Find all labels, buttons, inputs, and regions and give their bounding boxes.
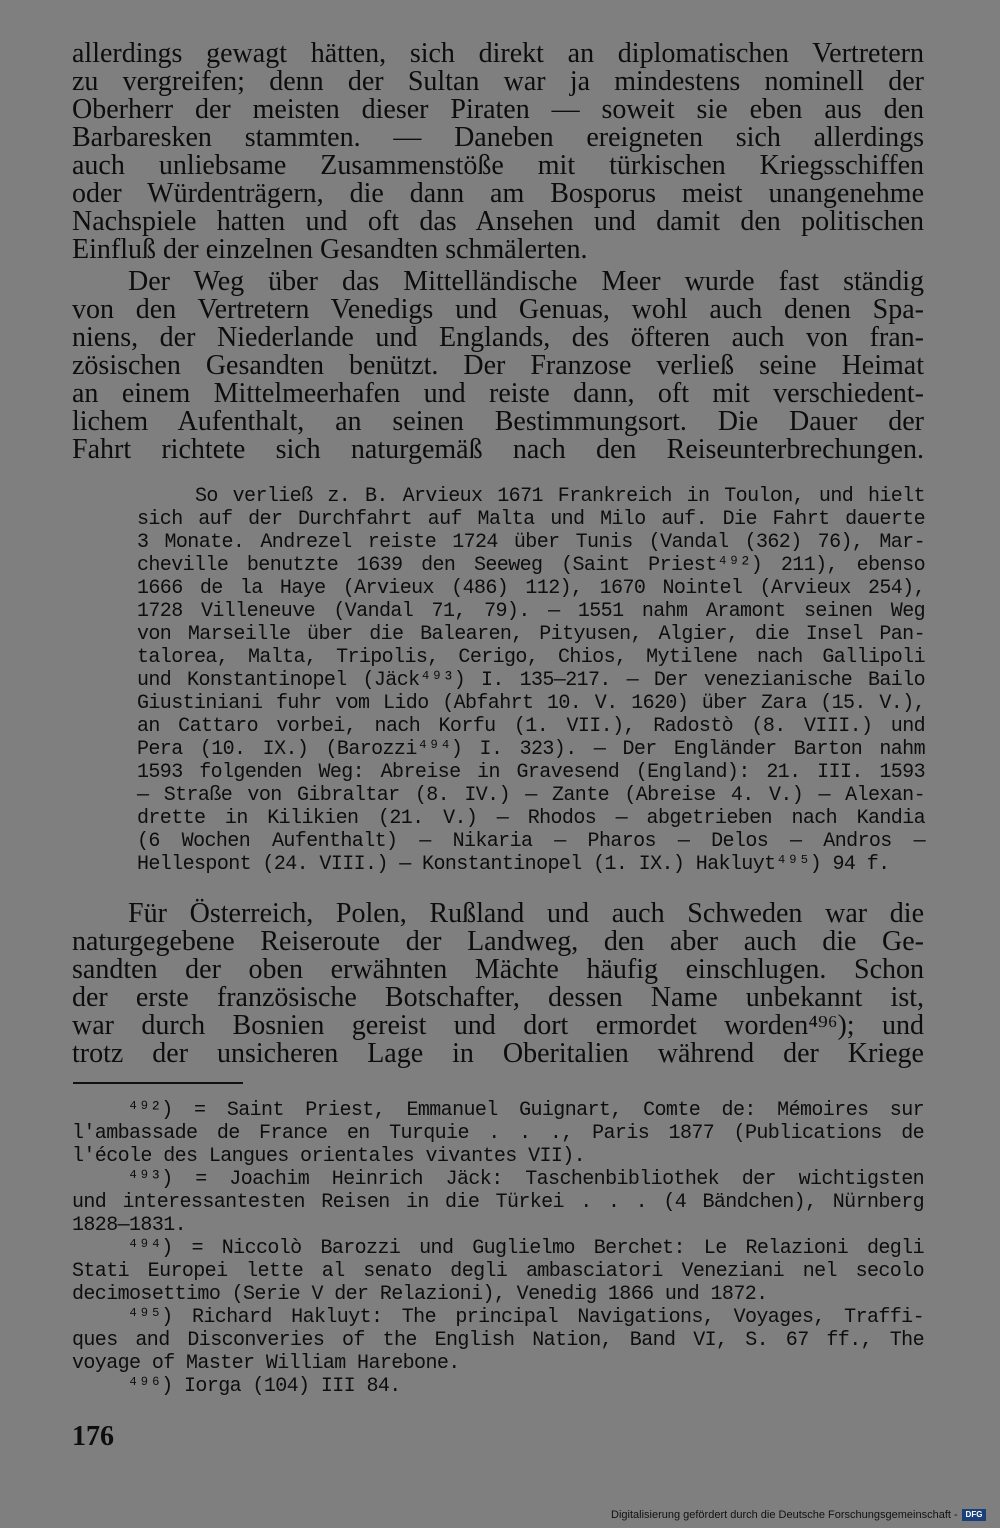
body-line: Für Österreich, Polen, Rußland und auch Schweden war die bbox=[128, 898, 924, 929]
footnote-rule bbox=[73, 1082, 243, 1084]
footnote-line: ⁴⁹⁴) = Niccolò Barozzi und Guglielmo Berchet: Le Relazioni degli bbox=[127, 1237, 924, 1260]
body-line: niens, der Niederlande und Englands, des öfteren auch von fran- bbox=[72, 322, 924, 353]
body-line: naturgegebene Reiseroute der Landweg, den aber auch die Ge- bbox=[72, 926, 924, 957]
note-line: Giustiniani fuhr vom Lido (Abfahrt 10. V. 1620) über Zara (15. V.), bbox=[137, 692, 925, 715]
footnote-line: ques and Disconveries of the English Nation, Band VI, S. 67 ff., The bbox=[72, 1329, 924, 1352]
note-line: 1728 Villeneuve (Vandal 71, 79). — 1551 nahm Aramont seinen Weg bbox=[137, 600, 925, 623]
note-line: — Straße von Gibraltar (8. IV.) — Zante (Abreise 4. V.) — Alexan- bbox=[137, 784, 925, 807]
body-line: von den Vertretern Venedigs und Genuas, wohl auch denen Spa- bbox=[72, 294, 924, 325]
digitization-credit: Digitalisierung gefördert durch die Deutsche Forschungsgemeinschaft - bbox=[611, 1509, 958, 1521]
page-number: 176 bbox=[72, 1421, 114, 1452]
note-line: So verließ z. B. Arvieux 1671 Frankreich in Toulon, und hielt bbox=[195, 485, 925, 508]
note-line: cheville benutzte 1639 den Seeweg (Saint Priest⁴⁹²) 211), ebenso bbox=[137, 554, 925, 577]
note-line: und Konstantinopel (Jäck⁴⁹³) I. 135—217. — Der venezianische Bailo bbox=[137, 669, 925, 692]
note-line: 1593 folgenden Weg: Abreise in Gravesend (England): 21. III. 1593 bbox=[137, 761, 925, 784]
body-line: zösischen Gesandten benützt. Der Franzose verließ seine Heimat bbox=[72, 350, 924, 381]
footnote-line: voyage of Master William Harebone. bbox=[72, 1352, 460, 1375]
body-line: Barbaresken stammten. — Daneben ereigneten sich allerdings bbox=[72, 122, 924, 153]
footnote-line: und interessantesten Reisen in die Türkei . . . (4 Bändchen), Nürnberg bbox=[72, 1191, 924, 1214]
note-line: an Cattaro vorbei, nach Korfu (1. VII.), Radostò (8. VIII.) und bbox=[137, 715, 925, 738]
body-line: Fahrt richtete sich naturgemäß nach den Reiseunterbrechungen. bbox=[72, 434, 924, 465]
body-line: zu vergreifen; denn der Sultan war ja mindestens nominell der bbox=[72, 66, 924, 97]
body-line: der erste französische Botschafter, dessen Name unbekannt ist, bbox=[72, 982, 924, 1013]
footnote-line: decimosettimo (Serie V der Relazioni), Venedig 1866 und 1872. bbox=[72, 1283, 768, 1306]
note-line: sich auf der Durchfahrt auf Malta und Milo auf. Die Fahrt dauerte bbox=[137, 508, 925, 531]
note-line: (6 Wochen Aufenthalt) — Nikaria — Pharos — Delos — Andros — bbox=[137, 830, 925, 853]
note-line: talorea, Malta, Tripolis, Cerigo, Chios, Mytilene nach Gallipoli bbox=[137, 646, 925, 669]
body-line: oder Würdenträgern, die dann am Bosporus meist unangenehme bbox=[72, 178, 924, 209]
body-line: lichem Aufenthalt, an seinen Bestimmungsort. Die Dauer der bbox=[72, 406, 924, 437]
note-line: 1666 de la Haye (Arvieux (486) 112), 1670 Nointel (Arvieux 254), bbox=[137, 577, 925, 600]
body-line: sandten der oben erwähnten Mächte häufig einschlugen. Schon bbox=[72, 954, 924, 985]
footnote-line: ⁴⁹⁵) Richard Hakluyt: The principal Navigations, Voyages, Traffi- bbox=[127, 1306, 924, 1329]
body-line: Nachspiele hatten und oft das Ansehen und damit den politischen bbox=[72, 206, 924, 237]
body-line: trotz der unsicheren Lage in Oberitalien während der Kriege bbox=[72, 1038, 924, 1069]
note-line: von Marseille über die Balearen, Pityusen, Algier, die Insel Pan- bbox=[137, 623, 925, 646]
body-line: Einfluß der einzelnen Gesandten schmälerten. bbox=[72, 234, 588, 265]
body-line: allerdings gewagt hätten, sich direkt an diplomatischen Vertretern bbox=[72, 38, 924, 69]
body-line: auch unliebsame Zusammenstöße mit türkischen Kriegsschiffen bbox=[72, 150, 924, 181]
body-line: Der Weg über das Mittelländische Meer wurde fast ständig bbox=[128, 266, 924, 297]
note-line: Pera (10. IX.) (Barozzi⁴⁹⁴) I. 323). — Der Engländer Barton nahm bbox=[137, 738, 925, 761]
body-line: an einem Mittelmeerhafen und reiste dann, oft mit verschiedent- bbox=[72, 378, 924, 409]
dfg-logo: DFG bbox=[962, 1509, 986, 1521]
body-line: Oberherr der meisten dieser Piraten — soweit sie eben aus den bbox=[72, 94, 924, 125]
footnote-line: l'école des Langues orientales vivantes VII). bbox=[72, 1145, 586, 1168]
note-line: Hellespont (24. VIII.) — Konstantinopel (1. IX.) Hakluyt⁴⁹⁵) 94 f. bbox=[137, 853, 890, 876]
footnote-line: l'ambassade de France en Turquie . . ., Paris 1877 (Publications de bbox=[72, 1122, 924, 1145]
note-line: drette in Kilikien (21. V.) — Rhodos — abgetrieben nach Kandia bbox=[137, 807, 925, 830]
footnote-line: ⁴⁹⁶) Iorga (104) III 84. bbox=[127, 1375, 401, 1398]
footnote-line: 1828—1831. bbox=[72, 1214, 187, 1237]
note-line: 3 Monate. Andrezel reiste 1724 über Tunis (Vandal (362) 76), Mar- bbox=[137, 531, 925, 554]
footnote-line: ⁴⁹³) = Joachim Heinrich Jäck: Taschenbibliothek der wichtigsten bbox=[127, 1168, 924, 1191]
body-line: war durch Bosnien gereist und dort ermordet worden⁴⁹⁶); und bbox=[72, 1010, 924, 1041]
footnote-line: ⁴⁹²) = Saint Priest, Emmanuel Guignart, Comte de: Mémoires sur bbox=[127, 1099, 924, 1122]
footnote-line: Stati Europei lette al senato degli ambasciatori Veneziani nel secolo bbox=[72, 1260, 924, 1283]
